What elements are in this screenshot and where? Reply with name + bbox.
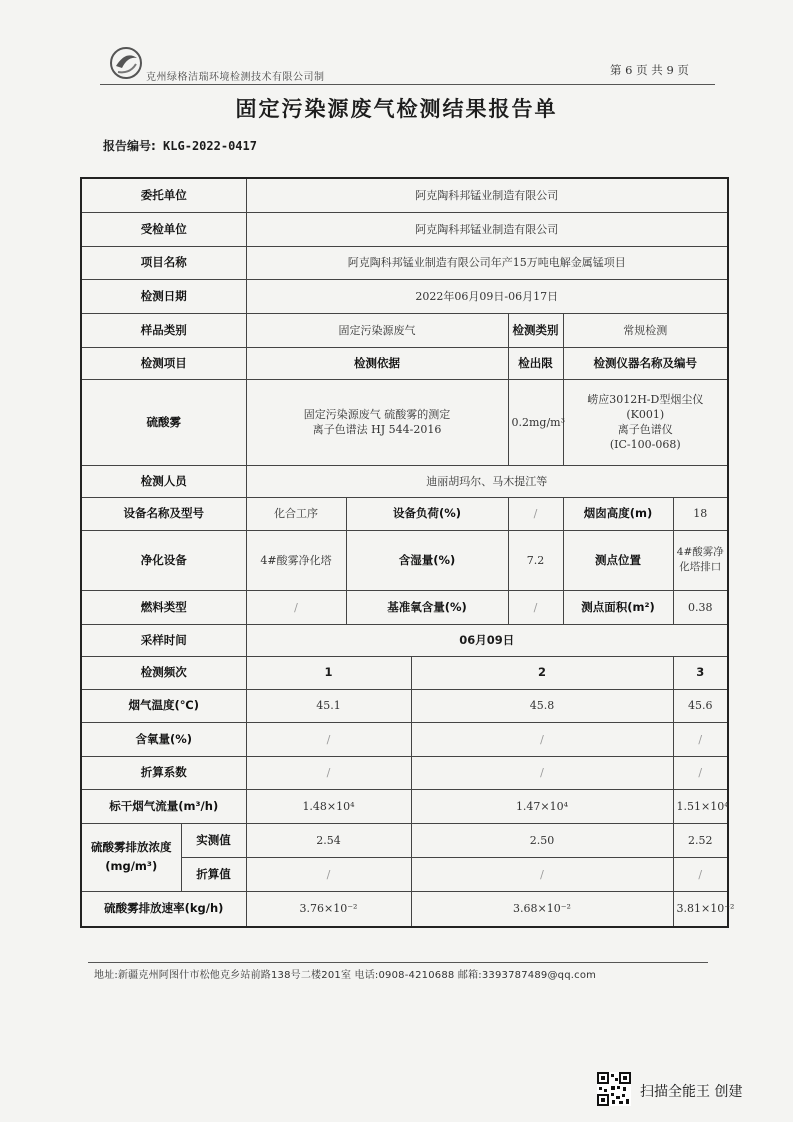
client-label: 委托单位 bbox=[81, 178, 246, 212]
limit-value: 0.2mg/m³ bbox=[508, 379, 563, 465]
moisture-label: 含湿量(%) bbox=[346, 530, 508, 590]
limit-header: 检出限 bbox=[508, 347, 563, 379]
concentration-label: 硫酸雾排放浓度(mg/m³) bbox=[81, 823, 181, 891]
area-label: 测点面积(m²) bbox=[563, 590, 673, 624]
temperature-label: 烟气温度(℃) bbox=[81, 689, 246, 722]
oxygen-ref-value: / bbox=[508, 590, 563, 624]
row-sampling-time bbox=[81, 624, 728, 656]
row-purify bbox=[81, 530, 728, 590]
measured-1: 2.54 bbox=[246, 823, 411, 857]
test-type-label: 检测类别 bbox=[508, 313, 563, 347]
equipment-value: 化合工序 bbox=[246, 497, 346, 530]
personnel-value: 迪丽胡玛尔、马木提江等 bbox=[246, 465, 728, 497]
instrument-line-2: (K001) bbox=[626, 408, 665, 421]
date-value: 2022年06月09日-06月17日 bbox=[246, 279, 728, 313]
basis-header: 检测依据 bbox=[246, 347, 508, 379]
instrument-line-4: (IC-100-068) bbox=[609, 438, 681, 451]
row-flow bbox=[81, 789, 728, 823]
basis-value bbox=[246, 379, 508, 465]
temperature-2: 45.8 bbox=[411, 689, 673, 722]
item-header: 检测项目 bbox=[81, 347, 246, 379]
load-value: / bbox=[508, 497, 563, 530]
footer-divider bbox=[88, 962, 708, 963]
frequency-2: 2 bbox=[411, 656, 673, 689]
factor-1: / bbox=[246, 756, 411, 789]
flow-label: 标干烟气流量(m³/h) bbox=[81, 789, 246, 823]
converted-1: / bbox=[246, 857, 411, 891]
frequency-1: 1 bbox=[246, 656, 411, 689]
document-title: 固定污染源废气检测结果报告单 bbox=[235, 97, 558, 121]
oxygen-2: / bbox=[411, 722, 673, 756]
basis-line-1: 固定污染源废气 硫酸雾的测定 bbox=[303, 408, 451, 421]
row-measured bbox=[81, 823, 728, 857]
footer-contact: 地址:新疆克州阿图什市松他克乡站前路138号二楼201室 电话:0908-4210688 邮箱:3393787489@qq.com bbox=[94, 970, 597, 981]
purify-value: 4#酸雾净化塔 bbox=[246, 530, 346, 590]
factor-2: / bbox=[411, 756, 673, 789]
sampling-time-label: 采样时间 bbox=[81, 624, 246, 656]
converted-2: / bbox=[411, 857, 673, 891]
flow-2: 1.47×10⁴ bbox=[411, 789, 673, 823]
sampling-time-value: 06月09日 bbox=[246, 624, 728, 656]
row-personnel bbox=[81, 465, 728, 497]
scanner-watermark: 扫描全能王 创建 bbox=[640, 1084, 743, 1100]
report-number-value: KLG-2022-0417 bbox=[163, 139, 257, 153]
project-label: 项目名称 bbox=[81, 246, 246, 279]
oxygen-label: 含氧量(%) bbox=[81, 722, 246, 756]
sample-type-value: 固定污染源废气 bbox=[246, 313, 508, 347]
report-number-label: 报告编号: bbox=[103, 139, 156, 153]
row-rate bbox=[81, 891, 728, 927]
measured-label: 实测值 bbox=[181, 823, 246, 857]
oxygen-3: / bbox=[673, 722, 728, 756]
stack-label: 烟囱高度(m) bbox=[563, 497, 673, 530]
test-type-value: 常规检测 bbox=[563, 313, 728, 347]
instrument-value bbox=[563, 379, 728, 465]
row-inspected bbox=[81, 212, 728, 246]
row-method bbox=[81, 379, 728, 465]
moisture-value: 7.2 bbox=[508, 530, 563, 590]
rate-3: 3.81×10⁻² bbox=[673, 891, 728, 927]
date-label: 检测日期 bbox=[81, 279, 246, 313]
item-value: 硫酸雾 bbox=[81, 379, 246, 465]
row-factor bbox=[81, 756, 728, 789]
measured-3: 2.52 bbox=[673, 823, 728, 857]
fuel-label: 燃料类型 bbox=[81, 590, 246, 624]
area-value: 0.38 bbox=[673, 590, 728, 624]
fuel-value: / bbox=[246, 590, 346, 624]
converted-label: 折算值 bbox=[181, 857, 246, 891]
row-sample-type bbox=[81, 313, 728, 347]
purify-label: 净化设备 bbox=[81, 530, 246, 590]
frequency-3: 3 bbox=[673, 656, 728, 689]
row-date bbox=[81, 279, 728, 313]
report-number bbox=[103, 137, 257, 154]
instrument-header: 检测仪器名称及编号 bbox=[563, 347, 728, 379]
stack-value: 18 bbox=[673, 497, 728, 530]
instrument-line-1: 崂应3012H-D型烟尘仪 bbox=[587, 393, 704, 406]
oxygen-1: / bbox=[246, 722, 411, 756]
client-value: 阿克陶科邦锰业制造有限公司 bbox=[246, 178, 728, 212]
row-fuel bbox=[81, 590, 728, 624]
basis-line-2: 离子色谱法 HJ 544-2016 bbox=[312, 423, 442, 436]
inspected-label: 受检单位 bbox=[81, 212, 246, 246]
point-value: 4#酸雾净化塔排口 bbox=[673, 530, 728, 590]
row-oxygen bbox=[81, 722, 728, 756]
row-method-header bbox=[81, 347, 728, 379]
measured-2: 2.50 bbox=[411, 823, 673, 857]
results-table bbox=[80, 177, 735, 928]
header-divider bbox=[100, 84, 715, 85]
row-temperature bbox=[81, 689, 728, 722]
equipment-label: 设备名称及型号 bbox=[81, 497, 246, 530]
frequency-label: 检测频次 bbox=[81, 656, 246, 689]
qr-code-icon bbox=[597, 1072, 631, 1106]
factor-3: / bbox=[673, 756, 728, 789]
flow-3: 1.51×10⁴ bbox=[673, 789, 728, 823]
oxygen-ref-label: 基准氧含量(%) bbox=[346, 590, 508, 624]
load-label: 设备负荷(%) bbox=[346, 497, 508, 530]
row-equipment bbox=[81, 497, 728, 530]
row-project bbox=[81, 246, 728, 279]
factor-label: 折算系数 bbox=[81, 756, 246, 789]
company-name: 克州绿格洁瑞环境检测技术有限公司制 bbox=[146, 72, 325, 83]
rate-2: 3.68×10⁻² bbox=[411, 891, 673, 927]
rate-label: 硫酸雾排放速率(kg/h) bbox=[81, 891, 246, 927]
project-value: 阿克陶科邦锰业制造有限公司年产15万吨电解金属锰项目 bbox=[246, 246, 728, 279]
row-frequency bbox=[81, 656, 728, 689]
row-client bbox=[81, 178, 728, 212]
company-logo-icon bbox=[108, 46, 144, 80]
inspected-value: 阿克陶科邦锰业制造有限公司 bbox=[246, 212, 728, 246]
sample-type-label: 样品类别 bbox=[81, 313, 246, 347]
temperature-1: 45.1 bbox=[246, 689, 411, 722]
flow-1: 1.48×10⁴ bbox=[246, 789, 411, 823]
rate-1: 3.76×10⁻² bbox=[246, 891, 411, 927]
page-info: 第 6 页 共 9 页 bbox=[610, 63, 689, 77]
personnel-label: 检测人员 bbox=[81, 465, 246, 497]
point-label: 测点位置 bbox=[563, 530, 673, 590]
converted-3: / bbox=[673, 857, 728, 891]
temperature-3: 45.6 bbox=[673, 689, 728, 722]
instrument-line-3: 离子色谱仪 bbox=[617, 423, 673, 436]
